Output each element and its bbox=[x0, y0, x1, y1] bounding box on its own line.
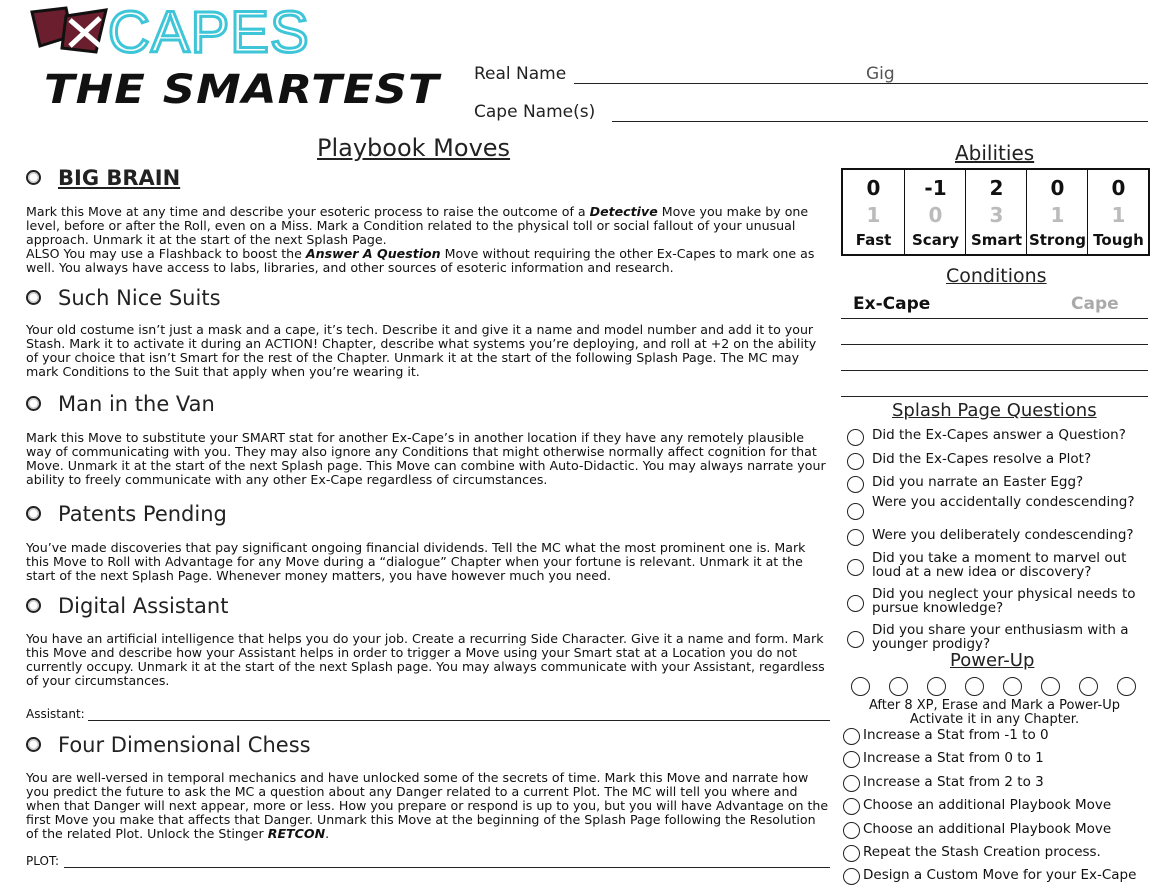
question-text: Did the Ex-Capes resolve a Plot? bbox=[872, 451, 1092, 467]
xp-checkbox[interactable] bbox=[965, 677, 984, 696]
power-up-checkbox[interactable] bbox=[843, 845, 860, 862]
stat-name: Smart bbox=[970, 231, 1023, 249]
power-up-instructions bbox=[841, 699, 1148, 727]
stat-scary bbox=[904, 170, 966, 256]
question-checkbox[interactable] bbox=[847, 559, 864, 576]
stat-value[interactable]: 0 bbox=[1050, 176, 1065, 200]
move-description bbox=[26, 431, 830, 487]
move-description bbox=[26, 323, 830, 379]
condition-line[interactable] bbox=[841, 344, 1148, 345]
stat-mark[interactable]: 3 bbox=[989, 203, 1004, 227]
splash-questions-title: Splash Page Questions bbox=[892, 400, 1097, 421]
xp-checkbox[interactable] bbox=[851, 677, 870, 696]
move-title: Four Dimensional Chess bbox=[58, 733, 311, 757]
move-description bbox=[26, 541, 830, 583]
question-checkbox[interactable] bbox=[847, 529, 864, 546]
move-field-line[interactable] bbox=[88, 720, 830, 721]
condition-line[interactable] bbox=[841, 396, 1148, 397]
condition-ex-cape-label: Ex-Cape bbox=[853, 294, 931, 314]
stat-name: Strong bbox=[1028, 231, 1087, 249]
xp-checkbox[interactable] bbox=[1003, 677, 1022, 696]
move-paragraph: You’ve made discoveries that pay significant ongoing financial dividends. Tell the MC what the most prominent one is. Mark this Move to Roll with Advantage for any Move during a “dialogue” Chapter when your fortune is relevant. Unmark it at the start of the next Splash Page. Whenever money matters, you have however much you need. bbox=[26, 540, 806, 583]
abilities-table bbox=[841, 168, 1150, 256]
abilities-title: Abilities bbox=[955, 141, 1035, 165]
power-up-option: Increase a Stat from 2 to 3 bbox=[863, 773, 1044, 790]
move-paragraph: Mark this Move to substitute your SMART stat for another Ex-Cape’s in another location if they have any remotely plausible way of communicating with you. They may also ignore any Conditions that might otherwise normally affect cognition for that Move. Unmark it at the start of the next Splash page. This Move can combine with Auto-Didactic. You may always narrate your ability to freely communicate with any other Ex-Cape regardless of circumstances. bbox=[26, 430, 826, 487]
question-text: Were you deliberately condescending? bbox=[872, 527, 1134, 543]
real-name-line[interactable] bbox=[574, 83, 1148, 84]
condition-line[interactable] bbox=[841, 318, 1148, 319]
real-name-label: Real Name bbox=[474, 64, 567, 84]
question-checkbox[interactable] bbox=[847, 631, 864, 648]
real-name-value[interactable]: Gig bbox=[866, 64, 895, 84]
stat-value[interactable]: 2 bbox=[989, 176, 1004, 200]
power-up-title: Power-Up bbox=[950, 650, 1035, 671]
move-paragraph: Mark this Move at any time and describe your esoteric process to raise the outcome of a Detective Move you make by one level, before or after the Roll, even on a Miss. Mark a Condition related to the physical toll or social fallout of your unusual approach. Unmark it at the start of the next Splash Page. bbox=[26, 204, 809, 247]
xp-checkbox[interactable] bbox=[1079, 677, 1098, 696]
move-checkbox[interactable] bbox=[26, 170, 41, 185]
xp-checkbox[interactable] bbox=[927, 677, 946, 696]
move-title: Man in the Van bbox=[58, 392, 215, 416]
stat-mark[interactable]: 1 bbox=[1050, 203, 1065, 227]
move-field-label: Assistant: bbox=[26, 707, 85, 721]
move-checkbox[interactable] bbox=[26, 290, 41, 305]
question-checkbox[interactable] bbox=[847, 503, 864, 520]
logo-ex-mark bbox=[26, 6, 110, 56]
condition-line[interactable] bbox=[841, 370, 1148, 371]
move-paragraph: You have an artificial intelligence that helps you do your job. Create a recurring Side Character. Give it a name and form. Mark this Move and describe how your Assistant helps in order to trigger a Move using your Smart stat at a Location you do not currently occupy. Unmark it at the start of the next Splash page. You may always communicate with your Assistant, regardless of your circumstances. bbox=[26, 631, 825, 688]
power-up-option: Choose an additional Playbook Move bbox=[863, 797, 1112, 814]
question-checkbox[interactable] bbox=[847, 476, 864, 493]
move-paragraph: Your old costume isn’t just a mask and a cape, it’s tech. Describe it and give it a name and model number and add it to your Stash. Mark it to activate it during an ACTION! Chapter, describe what systems you’re deploying, and roll at +2 on the ability of your choice that isn’t Smart for the rest of the Chapter. Unmark it at the start of the following Splash Page. The MC may mark Conditions to the Suit that apply when you’re wearing it. bbox=[26, 322, 817, 379]
move-keyword: Answer A Question bbox=[305, 246, 441, 261]
question-checkbox[interactable] bbox=[847, 595, 864, 612]
power-up-option: Increase a Stat from 0 to 1 bbox=[863, 750, 1044, 767]
power-up-checkbox[interactable] bbox=[843, 798, 860, 815]
stat-tough bbox=[1087, 170, 1149, 256]
question-checkbox[interactable] bbox=[847, 453, 864, 470]
conditions-title: Conditions bbox=[946, 265, 1047, 287]
move-title: Such Nice Suits bbox=[58, 286, 221, 310]
stat-name: Tough bbox=[1093, 231, 1144, 249]
power-up-checkbox[interactable] bbox=[843, 775, 860, 792]
question-checkbox[interactable] bbox=[847, 429, 864, 446]
xp-checkbox[interactable] bbox=[889, 677, 908, 696]
question-text: Did you take a moment to marvel out loud at a new idea or discovery? bbox=[872, 550, 1127, 580]
power-up-option: Increase a Stat from -1 to 0 bbox=[863, 727, 1049, 743]
power-up-instruction-line: After 8 XP, Erase and Mark a Power-Up bbox=[869, 698, 1120, 713]
move-paragraph: ALSO You may use a Flashback to boost the Answer A Question Move without requiring the other Ex-Capes to mark one as well. You always have access to labs, libraries, and other sources of esoteric information and research. bbox=[26, 246, 815, 275]
move-title: Digital Assistant bbox=[58, 594, 229, 618]
playbook-moves-title: Playbook Moves bbox=[317, 134, 511, 162]
stat-name: Fast bbox=[855, 231, 892, 249]
power-up-checkbox[interactable] bbox=[843, 751, 860, 768]
power-up-option: Repeat the Stash Creation process. bbox=[863, 844, 1101, 860]
stat-value[interactable]: 0 bbox=[1111, 176, 1126, 200]
power-up-option: Design a Custom Move for your Ex-Cape bbox=[863, 867, 1137, 884]
move-paragraph: You are well-versed in temporal mechanics and have unlocked some of the secrets of time. Mark this Move and narrate how you predict the future to ask the MC a question about any Danger related to a current Plot. The MC will tell you where and when that Danger will next appear, more or less. How you prepare or respond is up to you, but you will have Advantage on the first Move you make that affects that Danger. Unmark this Move at the beginning of the Splash Page following the Resolution of the related Plot. Unlock the Stinger RETCON. bbox=[26, 770, 829, 841]
stat-fast bbox=[843, 170, 904, 256]
cape-name-label: Cape Name(s) bbox=[474, 102, 596, 122]
power-up-checkbox[interactable] bbox=[843, 822, 860, 839]
stat-value[interactable]: -1 bbox=[924, 176, 947, 200]
move-description bbox=[26, 205, 830, 275]
move-description bbox=[26, 632, 830, 688]
xp-checkbox[interactable] bbox=[1041, 677, 1060, 696]
move-keyword: Detective bbox=[589, 204, 658, 219]
logo-capes-text: CAPES bbox=[108, 0, 310, 65]
question-text: Were you accidentally condescending? bbox=[872, 494, 1135, 510]
power-up-checkbox[interactable] bbox=[843, 728, 860, 745]
question-text: Did you neglect your physical needs to pursue knowledge? bbox=[872, 586, 1136, 616]
question-text: Did you share your enthusiasm with a younger prodigy? bbox=[872, 622, 1129, 652]
playbook-title: THE SMARTEST bbox=[44, 67, 440, 113]
stat-mark[interactable]: 1 bbox=[866, 203, 881, 227]
move-checkbox[interactable] bbox=[26, 506, 41, 521]
stat-value[interactable]: 0 bbox=[866, 176, 881, 200]
stat-strong bbox=[1026, 170, 1088, 256]
power-up-instruction-line: Activate it in any Chapter. bbox=[909, 712, 1080, 727]
move-field-line[interactable] bbox=[64, 867, 830, 868]
question-text: Did you narrate an Easter Egg? bbox=[872, 474, 1084, 490]
stat-mark[interactable]: 1 bbox=[1111, 203, 1126, 227]
power-up-option: Choose an additional Playbook Move bbox=[863, 820, 1112, 837]
move-description bbox=[26, 771, 830, 841]
move-checkbox[interactable] bbox=[26, 737, 41, 752]
move-title: BIG BRAIN bbox=[58, 166, 181, 190]
move-title: Patents Pending bbox=[58, 502, 227, 526]
stat-mark[interactable]: 0 bbox=[928, 203, 943, 227]
condition-cape-label: Cape bbox=[1071, 294, 1119, 314]
question-text: Did the Ex-Capes answer a Question? bbox=[872, 427, 1126, 443]
xp-checkbox[interactable] bbox=[1117, 677, 1136, 696]
stat-smart bbox=[965, 170, 1027, 256]
cape-name-line[interactable] bbox=[612, 121, 1148, 122]
stat-name: Scary bbox=[912, 231, 959, 249]
power-up-checkbox[interactable] bbox=[843, 868, 860, 885]
move-field-label: PLOT: bbox=[26, 854, 59, 868]
move-checkbox[interactable] bbox=[26, 598, 41, 613]
move-keyword: RETCON bbox=[267, 826, 326, 841]
move-checkbox[interactable] bbox=[26, 396, 41, 411]
